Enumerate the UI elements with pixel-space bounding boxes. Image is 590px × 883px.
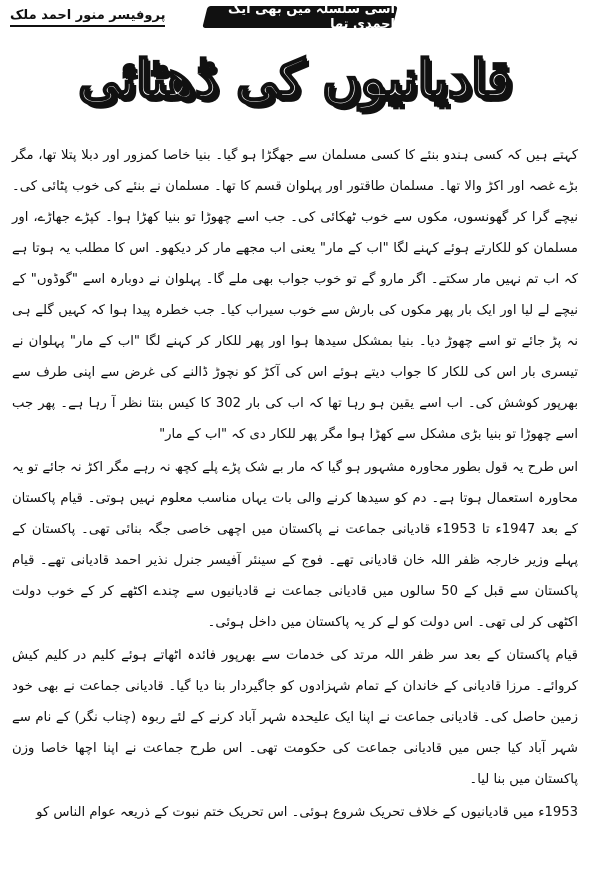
headline: [0, 40, 590, 118]
author-byline: پروفیسر منور احمد ملک: [10, 8, 165, 27]
article-paragraph: قیام پاکستان کے بعد سر ظفر اللہ مرتد کی خدمات سے بھرپور فائدہ اٹھاتے ہوئے کلیم در کلیم کیش کروائے۔ مرزا قادیانی کے خاندان کے تمام شہزادوں کو جاگیردار بنا دیا گیا۔ قادیانی جماعت نے بھی خود زمین حاصل کی۔ قادیانی جماعت نے اپنا ایک علیحدہ شہر آباد کرنے کے لئے ربوہ (چناب نگر) کے نام سے شہر آباد کیا جس میں قادیانی جماعت کی حکومت تھی۔ اس طرح جماعت نے اپنا اچھا خاصا وزن پاکستان میں بنا لیا۔: [12, 648, 578, 787]
article-paragraph: اس طرح یہ قول بطور محاورہ مشہور ہو گیا کہ مار بے شک پڑے پلے کچھ نہ رہے مگر اکڑ نہ جائے تو یہ محاورہ استعمال ہوتا ہے۔ دم کو سیدھا کرنے والی بات یہاں مناسب معلوم نہیں ہوتی۔ قیام پاکستان کے بعد 1947ء تا 1953ء قادیانی جماعت نے پاکستان میں اچھی خاصی جگہ بنائی تھی۔ پاکستان کے پہلے وزیر خارجہ ظفر اللہ خان قادیانی تھے۔ فوج کے سینئر آفیسر جنرل نذیر احمد قادیانی تھے۔ قیام پاکستان سے قبل کے 50 سالوں میں قادیانی جماعت نے قادیانیوں سے چندے اکٹھے کر کے خوب دولت اکٹھی کر لی تھی۔ اس دولت کو لے کر یہ پاکستان میں داخل ہوئی۔: [12, 460, 578, 630]
article-paragraph: 1953ء میں قادیانیوں کے خلاف تحریک شروع ہوئی۔ اس تحریک ختم نبوت کے ذریعہ عوام الناس کو: [36, 805, 578, 820]
headline-text: قادیانیوں کی ڈھٹائی: [78, 48, 512, 110]
article-body: [12, 140, 578, 828]
article-paragraph: کہتے ہیں کہ کسی ہندو بنئے کا کسی مسلمان سے جھگڑا ہو گیا۔ بنیا خاصا کمزور اور دبلا پتلا تھا، مگر بڑے غصہ اور اکڑ والا تھا۔ مسلمان طاقتور اور پہلوان قسم کا تھا۔ مسلمان نے بنئے کی خوب پٹائی کی۔ نیچے گرا کر گھونسوں، مکوں سے خوب ٹھکائی کی۔ جب اسے چھوڑا تو بنیا کھڑا ہوا۔ کپڑے جھاڑے، اور مسلمان کو للکارتے ہوئے کہنے لگا "اب کے مار" یعنی اب مجھے مار کر دیکھو۔ اس کا مطلب یہ ہوتا ہے کہ اب تم نہیں مار سکتے۔ اگر مارو گے تو خوب جواب بھی ملے گا۔ پہلوان نے دوبارہ اسے "گوڈوں" کے نیچے لے لیا اور ایک بار پھر مکوں کی بارش سے خوب سیراب کیا۔ جب خطرہ پیدا ہوا کہ کہیں گلے ہی نہ پڑ جائے تو اسے چھوڑ دیا۔ بنیا بمشکل سیدھا ہوا اور پھر للکار کر کہنے لگا "اب کے مار" پہلوان نے تیسری بار اس کی للکار کا جواب دیتے ہوئے اس کی آکڑ کو نچوڑ ڈالنے کی غرض سے اپنی طرف سے بھرپور کوشش کی۔ اب اسے یقین ہو رہا تھا کہ اب کی بار 302 کا کیس بنتا نظر آ رہا ہے۔ پھر جب اسے چھوڑا تو بنیا بڑی مشکل سے کھڑا ہوا مگر پھر للکار دی کہ "اب کے مار": [12, 148, 578, 442]
series-banner-text: اسی سلسلہ میں بھی ایک احمدی تھا: [227, 2, 395, 32]
series-banner: [202, 2, 397, 32]
